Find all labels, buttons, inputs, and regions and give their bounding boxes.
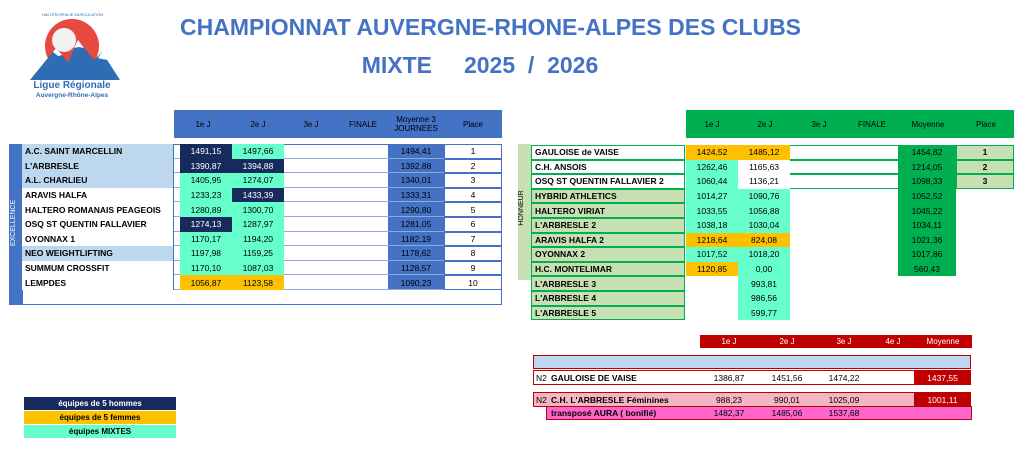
club-name: A.C. SAINT MARCELLIN [22,144,174,159]
club-name: HALTERO ROMANAIS PEAGEOIS [22,202,174,217]
score-j2: 599,77 [738,306,790,321]
score-j2: 1090,76 [738,189,790,204]
moyenne-value: 1290,80 [400,204,432,215]
moyenne-value: 1045,22 [898,203,956,218]
club-name: A.L. CHARLIEU [22,173,174,188]
score-j3: 1537,68 [828,408,860,418]
moyenne-value: 1494,41 [400,146,432,157]
score-j2: 986,56 [738,291,790,306]
transpose-label: transposé AURA ( bonifié) [551,408,657,418]
club-name: OSQ ST QUENTIN FALLAVIER 2 [531,174,685,189]
excellence-col-header: 1e J [195,119,211,129]
moyenne-value: 1128,57 [400,263,432,274]
club-name: NEO WEIGHTLIFTING [22,246,174,261]
score-j1: 1060,44 [686,174,738,189]
place-value: 9 [444,261,502,276]
score-j1: 1390,87 [180,159,232,174]
score-j2: 1056,88 [738,203,790,218]
score-j2: 1159,25 [232,246,284,261]
page-title: CHAMPIONNAT AUVERGNE-RHONE-ALPES DES CLUBS [180,14,802,40]
moyenne-value: 1340,01 [400,175,432,186]
score-j2: 1274,07 [232,173,284,188]
score-j1: 1170,10 [180,261,232,276]
honneur-top-row-box [790,160,898,175]
n2-col-header: 3e J [836,337,852,346]
place-value: 7 [444,232,502,247]
place-value: 2 [444,159,502,174]
division-prefix: N2 [536,394,547,405]
score-j2: 1485,12 [738,145,790,160]
legend-item: équipes MIXTES [24,425,176,438]
score-j2: 1165,63 [748,161,780,172]
club-name: SUMMUM CROSSFIT [22,261,174,276]
score-j2: 1194,20 [232,232,284,247]
n2-col-header: Moyenne [926,337,960,346]
club-name: C.H. L'ARBRESLE Féminines [551,394,669,405]
moyenne-value: 1182,19 [400,233,432,244]
score-j2: 1136,21 [748,176,780,187]
club-name: ARAVIS HALFA [22,188,174,203]
honneur-col-header: FINALE [857,119,886,129]
club-name: L'ARBRESLE [22,159,174,174]
place-value: 1 [956,145,1014,160]
moyenne-value: 1052,52 [898,189,956,204]
moyenne-value: 1098,33 [898,174,956,189]
moyenne-value: 1392,88 [400,160,432,171]
moyenne-value: 1034,11 [898,218,956,233]
score-j2: 1087,03 [232,261,284,276]
score-j2: 993,81 [738,276,790,291]
excellence-col-header: Place [462,119,483,129]
score-j2: 1123,58 [232,275,284,290]
n2-col-header: 1e J [721,337,737,346]
honneur-col-header: Place [975,119,996,129]
place-value: 10 [444,275,502,290]
club-name: OYONNAX 2 [531,247,685,262]
score-j2: 1497,66 [232,144,284,159]
score-j2: 1030,04 [738,218,790,233]
moyenne-value: 1214,05 [898,160,956,175]
club-name: L'ARBRESLE 3 [531,276,685,291]
place-value: 2 [956,160,1014,175]
honneur-col-header: Moyenne [911,119,945,129]
place-value: 3 [444,173,502,188]
place-value: 8 [444,246,502,261]
score-j3: 1025,09 [828,394,860,405]
honneur-col-header: 3e J [811,119,827,129]
logo-line2: Auvergne-Rhône-Alpes [35,92,109,99]
excellence-col-header: 2e J [250,119,266,129]
legend-item: équipes de 5 hommes [24,397,176,410]
score-j2: 1018,20 [738,247,790,262]
score-j3: 1474,22 [828,372,860,383]
moyenne-value: 1001,11 [914,392,971,407]
moyenne-value: 1017,86 [898,247,956,262]
moyenne-value: 1178,62 [400,248,432,259]
score-j1: 1233,23 [180,188,232,203]
score-j2: 1485,06 [771,408,803,418]
club-name: GAULOISE DE VAISE [551,372,637,383]
score-j1 [686,291,738,306]
place-value: 4 [444,188,502,203]
score-j2: 0,00 [738,262,790,277]
place-value: 6 [444,217,502,232]
honneur-top-row-box [790,174,898,189]
score-j1: 1197,98 [180,246,232,261]
club-name: ARAVIS HALFA 2 [531,233,685,248]
club-name: L'ARBRESLE 4 [531,291,685,306]
place-value: 3 [956,174,1014,189]
score-j1: 1274,13 [180,217,232,232]
club-name: HYBRID ATHLETICS [531,189,685,204]
club-name: LEMPDES [22,275,174,290]
club-name: OSQ ST QUENTIN FALLAVIER [22,217,174,232]
score-j1: 1218,64 [686,233,738,248]
club-name: HALTERO VIRIAT [531,203,685,218]
moyenne-value: 1281,05 [400,219,432,230]
score-j1: 1014,27 [686,189,738,204]
logo [22,10,122,102]
score-j1: 1262,46 [686,160,738,175]
score-j2: 1300,70 [232,202,284,217]
place-value: 5 [444,202,502,217]
club-name: H.C. MONTELIMAR [531,262,685,277]
score-j2: 1394,88 [232,159,284,174]
logo-arc-text: HALTEROPHILIE MUSCULATION [42,12,104,17]
score-j1: 1491,15 [180,144,232,159]
excellence-col-header: Moyenne 3 JOURNEES [394,115,438,133]
score-j1: 1405,95 [180,173,232,188]
n2-col-header: 2e J [779,337,795,346]
score-j1: 1424,52 [686,145,738,160]
moyenne-value: 1454,82 [898,145,956,160]
score-j1: 1017,52 [686,247,738,262]
honneur-top-row-box [790,145,898,160]
n2-spacer-row [533,355,971,369]
score-j2: 1433,39 [232,188,284,203]
club-name: GAULOISE de VAISE [531,145,685,160]
score-j1: 1386,87 [713,372,745,383]
moyenne-value: 1021,36 [898,233,956,248]
score-j2: 990,01 [774,394,800,405]
score-j1: 1033,55 [686,203,738,218]
score-j1: 988,23 [716,394,742,405]
moyenne-value: 1333,31 [400,190,432,201]
honneur-col-header: 2e J [757,119,773,129]
page-subtitle: MIXTE 2025 / 2026 [361,52,599,78]
honneur-col-header: 1e J [704,119,720,129]
place-value: 1 [444,144,502,159]
ligue-logo-icon [22,10,122,80]
excellence-col-header: 3e J [303,119,319,129]
club-name: L'ARBRESLE 5 [531,306,685,321]
score-j1: 1120,85 [686,262,738,277]
logo-line1: Ligue Régionale [33,80,111,91]
score-j1 [686,276,738,291]
score-j1: 1038,18 [686,218,738,233]
division-prefix: N2 [536,372,547,383]
score-j1 [686,306,738,321]
score-j1: 1280,89 [180,202,232,217]
legend-item: équipes de 5 femmes [24,411,176,424]
moyenne-value: 1437,55 [914,370,971,385]
score-j2: 824,08 [738,233,790,248]
honneur-division-label: HONNEUR [518,190,525,226]
excellence-division-label: EXCELLENCE [10,199,17,247]
club-name: L'ARBRESLE 2 [531,218,685,233]
score-j1: 1056,87 [180,275,232,290]
club-name: OYONNAX 1 [22,232,174,247]
score-j1: 1170,17 [180,232,232,247]
moyenne-value: 1090,23 [400,277,432,288]
score-j2: 1451,56 [771,372,803,383]
n2-col-header: 4e J [885,337,901,346]
club-name: C.H. ANSOIS [531,160,685,175]
score-j2: 1287,97 [232,217,284,232]
moyenne-value: 560,43 [898,262,956,277]
score-j1: 1482,37 [713,408,745,418]
excellence-col-header: FINALE [348,119,377,129]
